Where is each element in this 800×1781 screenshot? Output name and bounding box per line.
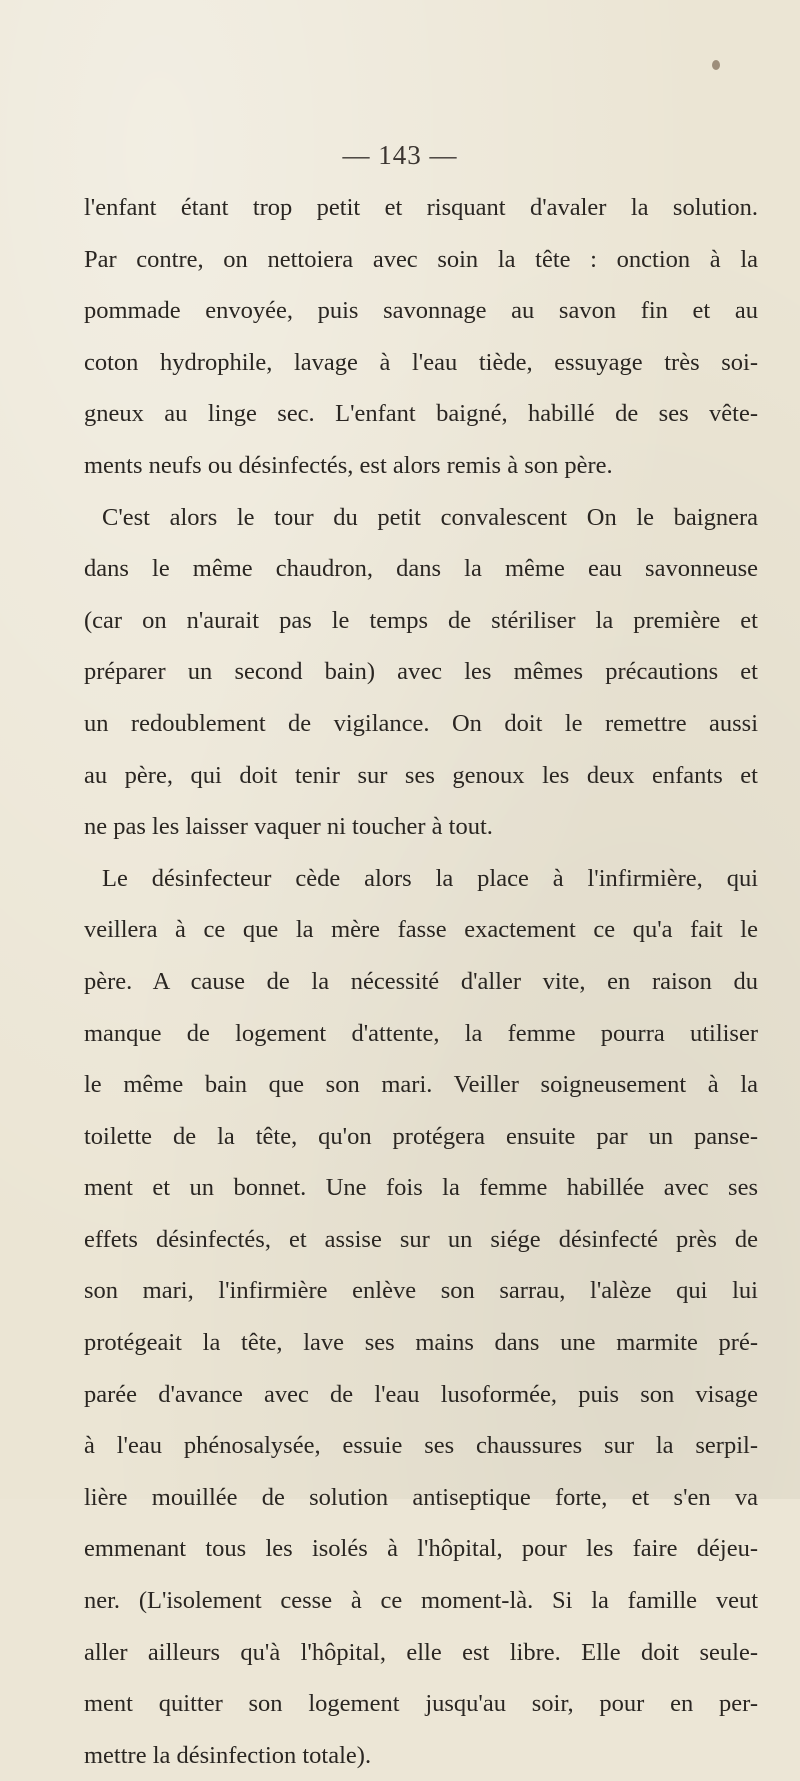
text-line: pommade envoyée, puis savonnage au savon fin et au [84,297,758,325]
text-line: ne pas les laisser vaquer ni toucher à tout. [84,813,493,841]
text-line: effets désinfectés, et assise sur un siége désinfecté près de [84,1225,758,1253]
text-line: mettre la désinfection totale). [84,1741,372,1769]
text-line: ment et un bonnet. Une fois la femme habillée avec ses [84,1174,758,1202]
text-line: aller ailleurs qu'à l'hôpital, elle est libre. Elle doit seule- [84,1638,758,1666]
body-text [84,182,758,1781]
text-line: Le désinfecteur cède alors la place à l'infirmière, qui [102,864,758,892]
text-line: un redoublement de vigilance. On doit le remettre aussi [84,709,758,737]
text-line: (car on n'aurait pas le temps de stériliser la première et [84,606,758,634]
text-line: emmenant tous les isolés à l'hôpital, pour les faire déjeu- [84,1535,758,1563]
text-line: dans le même chaudron, dans la même eau savonneuse [84,555,758,583]
page-number: — 143 — [342,140,458,170]
text-line: protégeait la tête, lave ses mains dans une marmite pré- [84,1329,758,1357]
ink-spot [712,60,720,70]
text-line: au père, qui doit tenir sur ses genoux les deux enfants et [84,761,758,789]
text-line: parée d'avance avec de l'eau lusoformée, puis son visage [84,1380,758,1408]
text-line: Par contre, on nettoiera avec soin la tête : onction à la [84,245,758,273]
text-line: manque de logement d'attente, la femme pourra utiliser [84,1019,758,1047]
text-line: son mari, l'infirmière enlève son sarrau, l'alèze qui lui [84,1277,758,1305]
text-line: veillera à ce que la mère fasse exactement ce qu'a fait le [84,916,758,944]
text-line: lière mouillée de solution antiseptique forte, et s'en va [84,1483,758,1511]
text-line: père. A cause de la nécessité d'aller vite, en raison du [84,967,758,995]
text-line: préparer un second bain) avec les mêmes précautions et [84,658,758,686]
text-line: l'enfant étant trop petit et risquant d'avaler la solution. [84,194,758,221]
text-line: ments neufs ou désinfectés, est alors remis à son père. [84,451,613,479]
text-line: toilette de la tête, qu'on protégera ensuite par un panse- [84,1122,758,1150]
text-line: ment quitter son logement jusqu'au soir, pour en per- [84,1690,758,1718]
text-line: ner. (L'isolement cesse à ce moment-là. Si la famille veut [84,1587,758,1615]
text-line: gneux au linge sec. L'enfant baigné, habillé de ses vête- [84,400,758,428]
text-line: coton hydrophile, lavage à l'eau tiède, essuyage très soi- [84,348,758,376]
text-line: à l'eau phénosalysée, essuie ses chaussures sur la serpil- [84,1432,758,1460]
text-line: C'est alors le tour du petit convalescent On le baignera [102,503,758,531]
text-line: le même bain que son mari. Veiller soigneusement à la [84,1071,758,1099]
